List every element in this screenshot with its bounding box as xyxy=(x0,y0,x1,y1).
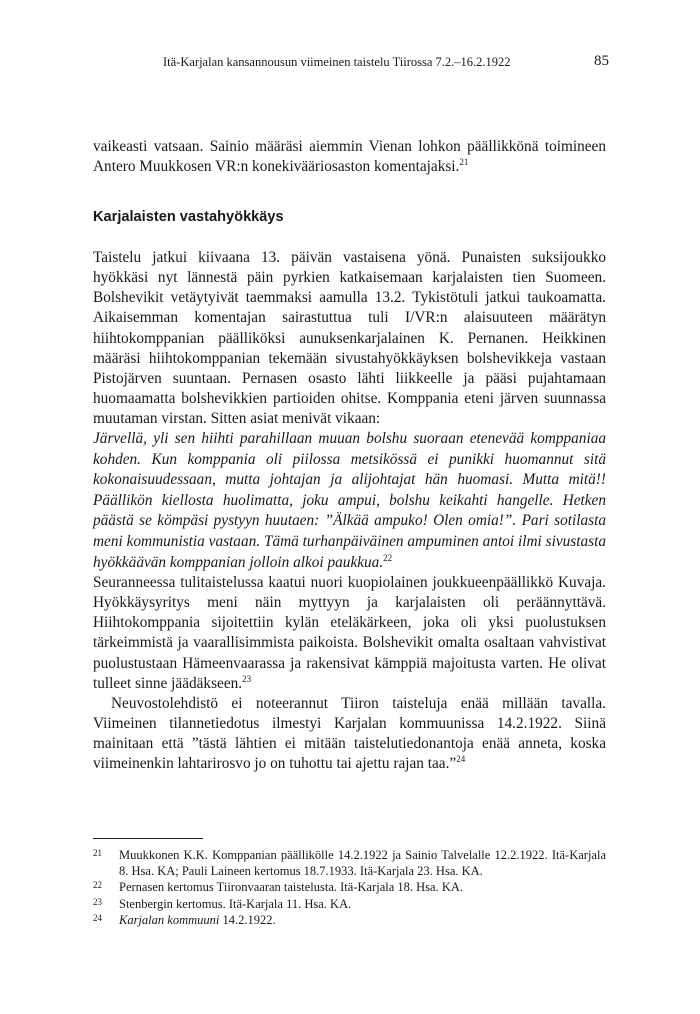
paragraph-1 xyxy=(93,137,606,177)
footnote-text: Stenbergin kertomus. Itä-Karjala 11. Hsa. KA. xyxy=(119,896,352,911)
footnote-24 xyxy=(93,912,606,928)
footnote-ref-24[interactable]: 24 xyxy=(456,754,466,765)
block-quote-text: Järvellä, yli sen hiihti parahillaan muuan bolshu suoraan etenevää komppaniaa kohden. Kun komppania oli piilossa metsikössä ei punikki huomannut sitä kokonaisuudessaan, mutta johtajan ja alijohtajat hän huomasi. Mutta mitä!! Päällikön kiellosta huolimatta, joku ampui, bolshu keikahti hangelle. Hetken päästä se kömpäsi pystyyn huutaen: ”Älkää ampuko! Olen omia!”. Pari sotilasta meni kommunistia vastaan. Tämä turhanpäiväinen ampuminen antoi ilmi sivustasta hyökkäävän komppanian jolloin alkoi paukkua. xyxy=(93,430,606,571)
page-number: 85 xyxy=(594,53,609,69)
footnote-number: 22 xyxy=(93,880,102,891)
paragraph-3-text: Seuranneessa tulitaistelussa kaatui nuori kuopiolainen joukkueenpäällikkö Kuvaja. Hyökkäysyritys meni näin myttyyn ja karjalaisten oli peräännyttävä. Hiihtokomppania sijoitettiin kylän eteläkärkeen, joka oli yksi puolustuksen tärkeimmistä ja vaarallisimmista paikoista. Bolshevikit omalta osaltaan vahvistivat puolustustaan Hämeenvaarassa ja rakensivat kämppiä majoitusta varten. He olivat tulleet sinne jäädäkseen. xyxy=(93,574,606,692)
paragraph-4-text: Neuvostolehdistö ei noteerannut Tiiron taisteluja enää millään tavalla. Viimeinen tilannetiedotus ilmestyi Karjalan kommuunissa 14.2.1922. Siinä mainitaan että ”tästä lähtien ei mitään taistelutiedonantoja enää anneta, koska viimeinenkin lahtarirosvo jo on tuhottu tai ajettu rajan taa.” xyxy=(93,694,606,773)
footnote-ref-22[interactable]: 22 xyxy=(383,552,393,563)
paragraph-2: Taistelu jatkui kiivaana 13. päivän vastaisena yönä. Punaisten suksijoukko hyökkäsi nyt lännestä päin pyrkien katkaisemaan karjalaisten tien Suomeen. Bolshevikit vetäytyivät taemmaksi aamulla 13.2. Tykistötuli jatkui taukoamatta. Aikaisemman komentajan sairastuttua tuli I/VR:n alaisuuteen määrätyn hiihtokomppanian päälliköksi aunuksenkarjalainen K. Pernanen. Heikkinen määräsi hiihtokomppanian tekemään sivustahyökkäyksen bolshevikkeja vastaan Pistojärven suuntaan. Pernasen osasto lähti liikkeelle ja pääsi pujahtamaan huomaamatta bolshevikkien partioiden ohitse. Komppania eteni järven suunnassa muutaman virstan. Sitten asiat menivät vikaan: xyxy=(93,249,606,427)
footnote-text: Pernasen kertomus Tiironvaaran taistelusta. Itä-Karjala 18. Hsa. KA. xyxy=(119,880,464,895)
paragraph-3 xyxy=(93,573,606,694)
footnote-number: 21 xyxy=(93,848,102,858)
body-text xyxy=(93,137,606,774)
paragraph-1-text: vaikeasti vatsaan. Sainio määräsi aiemmin Vienan lohkon päällikkönä toimineen Antero Muukkosen VR:n konekivääriosaston komentajaksi. xyxy=(93,138,606,176)
block-quote xyxy=(93,429,606,573)
footnote-21 xyxy=(93,847,606,879)
running-title: Itä-Karjalan kansannousun viimeinen taistelu Tiirossa 7.2.–16.2.1922 xyxy=(163,55,511,69)
footnote-ref-23[interactable]: 23 xyxy=(242,673,252,684)
footnote-source-title: Karjalan kommuuni xyxy=(119,912,220,927)
section-heading: Karjalaisten vastahyökkäys xyxy=(93,209,284,226)
footnote-divider xyxy=(93,838,203,839)
footnote-number: 24 xyxy=(93,912,102,923)
footnote-ref-21[interactable]: 21 xyxy=(459,157,469,168)
footnote-text: 14.2.1922. xyxy=(219,912,276,927)
footnote-text: Muukkonen K.K. Komppanian päällikölle 14.2.1922 ja Sainio Talvelalle 12.2.1922. Itä-Karjala 8. Hsa. KA; Pauli Laineen kertomus 18.7.1933. Itä-Karjala 23. Hsa. KA. xyxy=(119,848,606,879)
footnote-number: 23 xyxy=(93,896,102,907)
paragraph-4 xyxy=(93,694,606,774)
footnotes xyxy=(93,838,606,928)
footnote-22 xyxy=(93,879,606,895)
footnote-23 xyxy=(93,896,606,912)
